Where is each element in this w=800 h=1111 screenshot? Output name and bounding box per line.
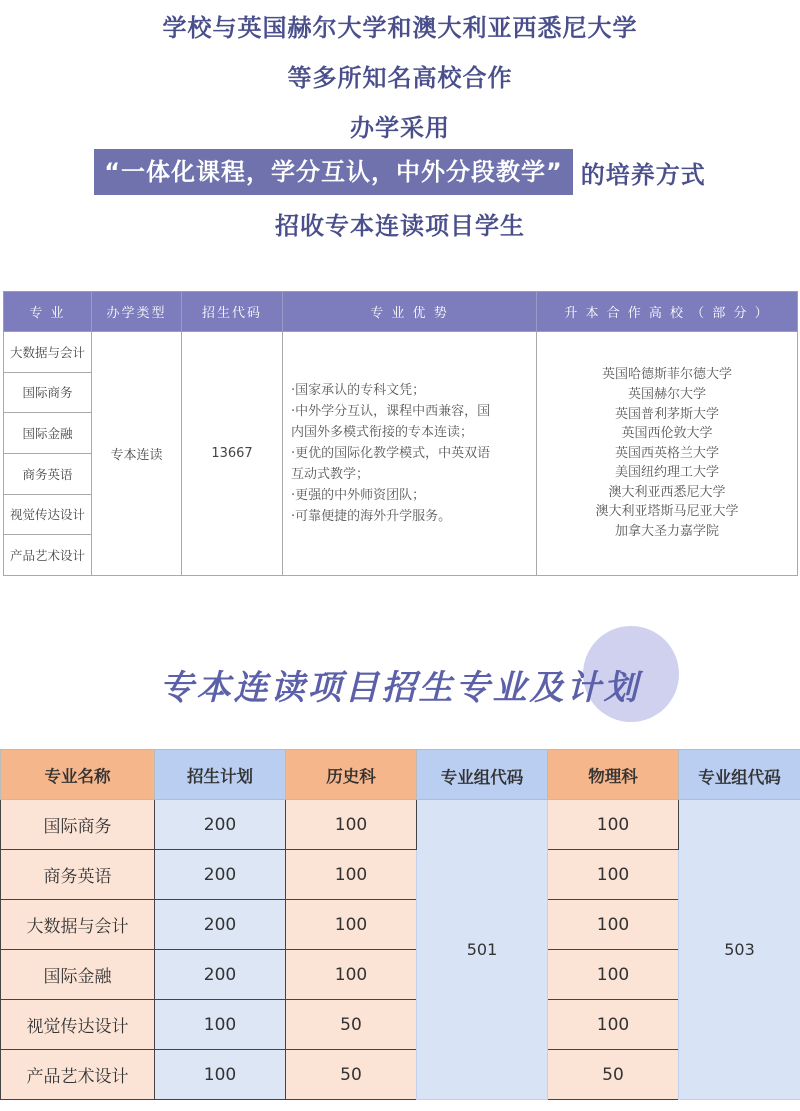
plan-header-physics: 物理科 [548,750,679,800]
headline-line-1: 学校与英国赫尔大学和澳大利亚西悉尼大学 [162,14,638,42]
row-major: 产品艺术设计 [1,1050,155,1100]
university-item: 英国普利茅斯大学 [614,406,719,422]
plan-header-history: 历史科 [286,750,417,800]
major-cell: 国际金融 [4,413,92,454]
advantages-cell [283,332,537,576]
row-history: 100 [286,950,417,1000]
major-cell: 商务英语 [4,453,92,494]
university-item: 加拿大圣力嘉学院 [614,524,719,540]
program-table [3,291,798,576]
row-physics: 100 [548,900,679,950]
row-major: 国际商务 [1,800,155,850]
row-plan: 200 [155,850,286,900]
university-item: 英国哈德斯菲尔德大学 [601,367,732,383]
major-cell: 大数据与会计 [4,332,92,373]
row-physics: 100 [548,950,679,1000]
row-plan: 200 [155,950,286,1000]
headline-line-4 [0,148,800,196]
advantage-line: ·中外学分互认，课程中西兼容，国 [291,404,491,419]
advantage-line: 内国外多模式衔接的专本连读； [291,425,474,440]
plan-header-physics-group-code: 专业组代码 [679,750,800,800]
row-history: 100 [286,850,417,900]
row-history: 50 [286,1050,417,1100]
header-code: 招生代码 [182,292,283,332]
university-item: 英国赫尔大学 [627,386,706,402]
headline-line-4-rest: 的培养方式 [580,160,706,189]
headline-line-2: 等多所知名高校合作 [287,64,513,92]
row-major: 视觉传达设计 [1,1000,155,1050]
row-plan: 200 [155,900,286,950]
plan-header-history-group-code: 专业组代码 [417,750,548,800]
university-item: 澳大利亚塔斯马尼亚大学 [595,504,739,520]
row-physics: 100 [548,850,679,900]
header-advantages: 专 业 优 势 [283,292,537,332]
row-physics: 100 [548,800,679,850]
header-major: 专 业 [4,292,92,332]
major-cell: 产品艺术设计 [4,535,92,576]
row-major: 国际金融 [1,950,155,1000]
university-item: 澳大利亚西悉尼大学 [608,484,726,500]
row-major: 商务英语 [1,850,155,900]
row-plan: 100 [155,1050,286,1100]
row-history: 100 [286,800,417,850]
header-type: 办学类型 [92,292,182,332]
table-row [1,800,800,850]
row-physics: 50 [548,1050,679,1100]
advantage-line: ·可靠便捷的海外升学服务。 [291,509,452,524]
row-history: 50 [286,1000,417,1050]
plan-header-plan: 招生计划 [155,750,286,800]
program-type-cell: 专本连读 [92,332,182,576]
row-history: 100 [286,900,417,950]
program-code-cell: 13667 [182,332,283,576]
headline-line-3: 办学采用 [350,114,450,142]
row-physics: 100 [548,1000,679,1050]
row-plan: 100 [155,1000,286,1050]
headline-line-5: 招收专本连读项目学生 [275,212,525,240]
university-item: 英国西英格兰大学 [614,445,719,461]
advantage-line: ·更强的中外师资团队； [291,488,426,503]
major-cell: 国际商务 [4,372,92,413]
advantage-line: ·国家承认的专科文凭； [291,383,426,398]
physics-group-code: 503 [679,800,800,1100]
enrollment-plan-table [0,749,800,1100]
universities-cell [537,332,798,576]
major-cell: 视觉传达设计 [4,494,92,535]
advantage-line: ·更优的国际化教学模式，中英双语 [291,446,491,461]
plan-header-major: 专业名称 [1,750,155,800]
history-group-code: 501 [417,800,548,1100]
advantage-line: 互动式教学； [291,467,370,482]
section-title: 专本连读项目招生专业及计划 [159,668,641,708]
university-item: 美国纽约理工大学 [614,465,719,481]
row-major: 大数据与会计 [1,900,155,950]
university-item: 英国西伦敦大学 [621,426,713,442]
row-plan: 200 [155,800,286,850]
highlight-slogan: “一体化课程，学分互认，中外分段教学” [94,149,573,195]
header-universities: 升 本 合 作 高 校 （ 部 分 ） [537,292,798,332]
